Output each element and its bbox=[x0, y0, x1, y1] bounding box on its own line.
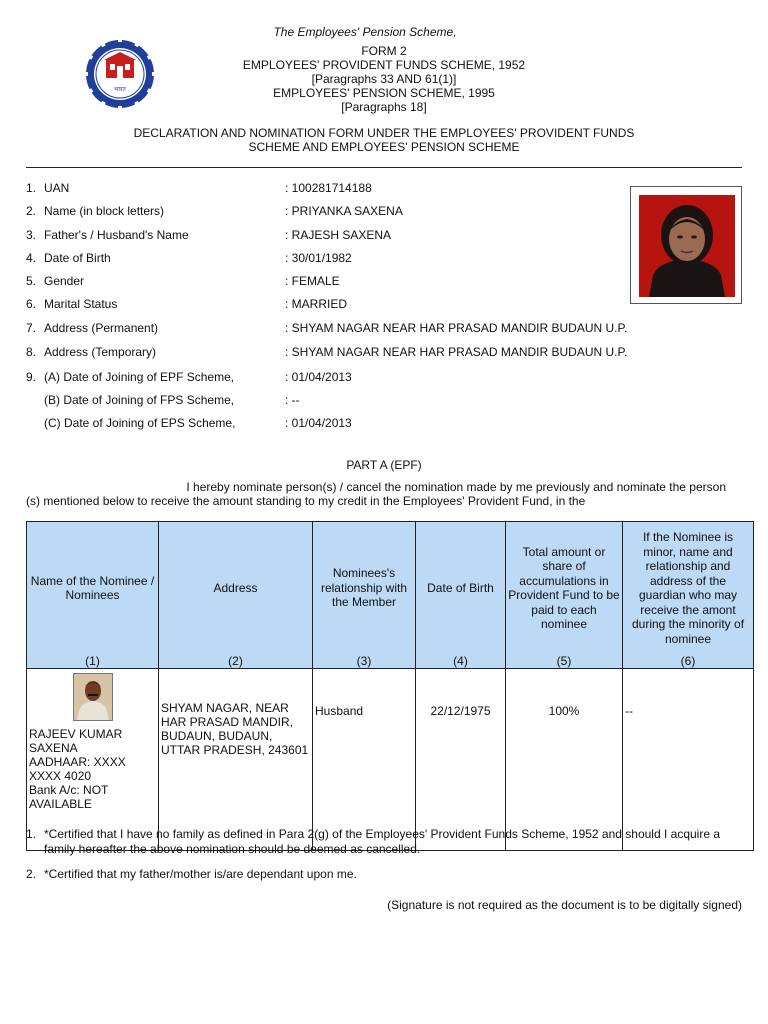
column-number: (3) bbox=[313, 654, 416, 669]
header-nominee-name: Name of the Nominee / Nominees bbox=[27, 522, 159, 655]
epf-joining-value: : 01/04/2013 bbox=[285, 370, 352, 384]
dob-label: Date of Birth bbox=[44, 251, 111, 265]
field-number: 3. bbox=[26, 228, 37, 242]
header-relationship: Nominees's relationship with the Member bbox=[313, 522, 416, 655]
certification-1 bbox=[26, 827, 742, 857]
header-share: Total amount or share of accumulations in Provident Fund to be paid to each nominee bbox=[506, 522, 623, 655]
field-number: 9. bbox=[26, 370, 37, 384]
marital-status-label: Marital Status bbox=[44, 297, 118, 311]
part-a-intro-line1: I hereby nominate person(s) / cancel the nomination made by me previously and nominate the person bbox=[186, 480, 726, 494]
eps-paragraphs: [Paragraphs 18] bbox=[341, 100, 427, 114]
nominee-cell bbox=[27, 669, 159, 851]
field-number: 4. bbox=[26, 251, 37, 265]
column-number: (5) bbox=[506, 654, 623, 669]
declaration-title-line2: SCHEME AND EMPLOYEES' PENSION SCHEME bbox=[248, 140, 520, 154]
nomination-table bbox=[26, 521, 754, 851]
epf-scheme-title: EMPLOYEES' PROVIDENT FUNDS SCHEME, 1952 bbox=[242, 58, 526, 72]
nominee-name: RAJEEV KUMAR SAXENA bbox=[29, 727, 123, 755]
certification-number: 2. bbox=[26, 867, 37, 881]
gender-label: Gender bbox=[44, 274, 85, 288]
fps-joining-value: : -- bbox=[285, 393, 300, 407]
certification-number: 1. bbox=[26, 827, 37, 841]
form-number: FORM 2 bbox=[361, 44, 407, 58]
eps-joining-label: (C) Date of Joining of EPS Scheme, bbox=[44, 416, 236, 430]
permanent-address-label: Address (Permanent) bbox=[44, 321, 159, 335]
field-number: 7. bbox=[26, 321, 37, 335]
declaration-title-line1: DECLARATION AND NOMINATION FORM UNDER THE EMPLOYEES' PROVIDENT FUNDS bbox=[133, 126, 635, 140]
member-photo bbox=[630, 186, 742, 304]
name-value: : PRIYANKA SAXENA bbox=[285, 204, 403, 218]
nominee-photo bbox=[73, 673, 113, 721]
part-a-intro-line2: (s) mentioned below to receive the amount standing to my credit in the Employees' Provident Fund, in the bbox=[26, 494, 586, 508]
fps-joining-label: (B) Date of Joining of FPS Scheme, bbox=[44, 393, 235, 407]
epf-paragraphs: [Paragraphs 33 AND 61(1)] bbox=[311, 72, 457, 86]
header-divider bbox=[26, 167, 742, 168]
nominee-share: 100% bbox=[506, 669, 623, 851]
uan-label: UAN bbox=[44, 181, 70, 195]
certification-text: *Certified that I have no family as defined in Para 2(g) of the Employees' Provident Funds Scheme, 1952 and should I acquire a family hereafter the above nomination should be deemed as cancelled. bbox=[44, 827, 721, 856]
dob-value: : 30/01/1982 bbox=[285, 251, 352, 265]
column-number: (4) bbox=[416, 654, 506, 669]
nominee-guardian: -- bbox=[623, 669, 754, 851]
nominee-aadhaar: AADHAAR: XXXX XXXX 4020 bbox=[29, 755, 126, 783]
field-number: 1. bbox=[26, 181, 37, 195]
father-husband-label: Father's / Husband's Name bbox=[44, 228, 189, 242]
table-row bbox=[27, 669, 754, 851]
header-dob: Date of Birth bbox=[416, 522, 506, 655]
uan-value: : 100281714188 bbox=[285, 181, 372, 195]
part-a-title: PART A (EPF) bbox=[346, 458, 422, 472]
marital-status-value: : MARRIED bbox=[285, 297, 348, 311]
header-guardian: If the Nominee is minor, name and relationship and address of the guardian who may receive the amont during the minority of nominee bbox=[623, 522, 754, 655]
field-number: 8. bbox=[26, 345, 37, 359]
column-number: (1) bbox=[27, 654, 159, 669]
svg-text:भारत: भारत bbox=[114, 86, 126, 93]
temporary-address-value: : SHYAM NAGAR NEAR HAR PRASAD MANDIR BUDAUN U.P. bbox=[285, 345, 628, 359]
column-number: (2) bbox=[159, 654, 313, 669]
field-number: 2. bbox=[26, 204, 37, 218]
certification-2 bbox=[26, 867, 742, 882]
father-husband-value: : RAJESH SAXENA bbox=[285, 228, 392, 242]
field-number: 6. bbox=[26, 297, 37, 311]
epf-joining-label: (A) Date of Joining of EPF Scheme, bbox=[44, 370, 235, 384]
permanent-address-value: : SHYAM NAGAR NEAR HAR PRASAD MANDIR BUDAUN U.P. bbox=[285, 321, 628, 335]
name-label: Name (in block letters) bbox=[44, 204, 165, 218]
signature-note: (Signature is not required as the document is to be digitally signed) bbox=[387, 898, 742, 912]
nominee-dob: 22/12/1975 bbox=[416, 669, 506, 851]
temporary-address-label: Address (Temporary) bbox=[44, 345, 157, 359]
nominee-address: SHYAM NAGAR, NEAR HAR PRASAD MANDIR, BUDAUN, BUDAUN, UTTAR PRADESH, 243601 bbox=[159, 669, 313, 851]
gender-value: : FEMALE bbox=[285, 274, 340, 288]
certification-text: *Certified that my father/mother is/are dependant upon me. bbox=[44, 867, 357, 881]
field-number: 5. bbox=[26, 274, 37, 288]
eps-scheme-title: EMPLOYEES' PENSION SCHEME, 1995 bbox=[273, 86, 495, 100]
nominee-bank: Bank A/c: NOT AVAILABLE bbox=[29, 783, 109, 811]
eps-joining-value: : 01/04/2013 bbox=[285, 416, 352, 430]
column-number: (6) bbox=[623, 654, 754, 669]
header-address: Address bbox=[159, 522, 313, 655]
nominee-relationship: Husband bbox=[313, 669, 416, 851]
scheme-title: The Employees' Pension Scheme, bbox=[273, 25, 457, 39]
